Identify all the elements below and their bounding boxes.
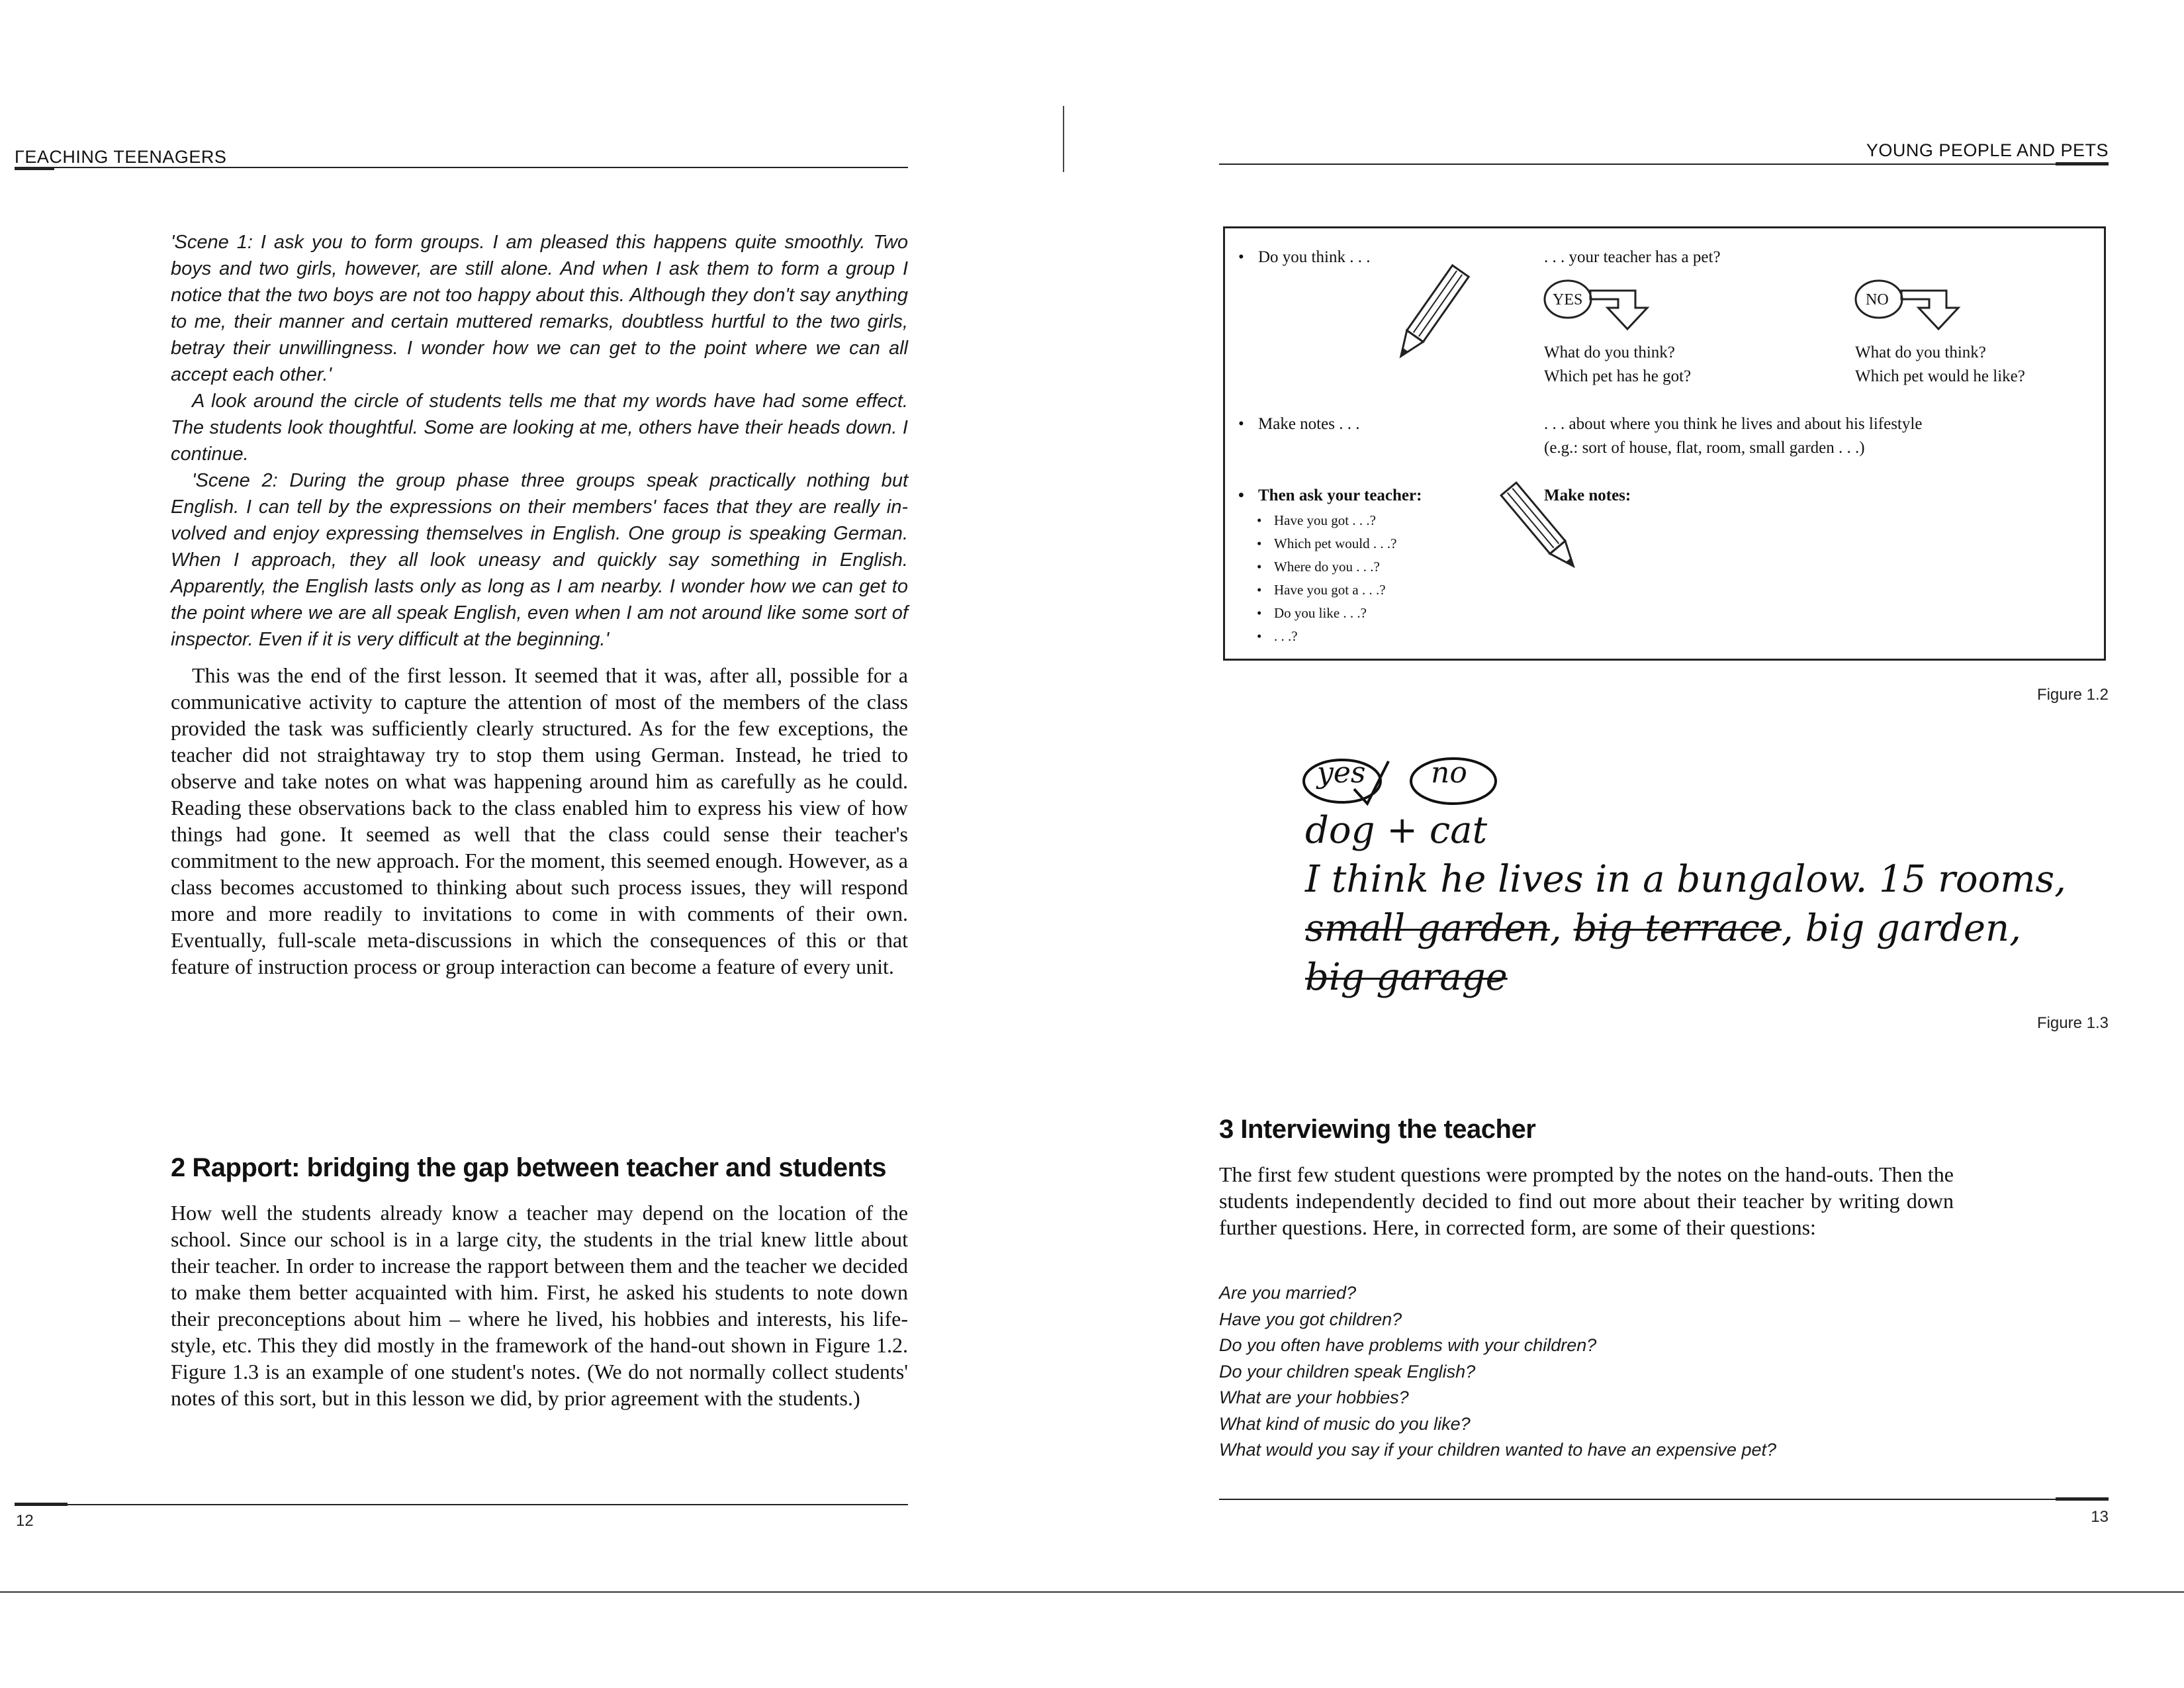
question-item: Have you got children? <box>1219 1309 1402 1329</box>
no-question-1: What do you think? <box>1855 344 1986 361</box>
crossed-out-big-garage: big garage <box>1305 956 1508 999</box>
right-running-head: YOUNG PEOPLE AND PETS <box>1866 140 2109 160</box>
section-2-title: 2 Rapport: bridging the gap between teacher and students <box>171 1153 887 1182</box>
bottom-scan-line <box>0 1591 2184 1593</box>
right-page-number: 13 <box>2091 1508 2109 1526</box>
handout-box <box>1223 226 2106 661</box>
scene-2-paragraph: 'Scene 2: During the group phase three groups speak practically nothing but English. I can tell by the expressions on their members' faces that they are really involved and enjoy expressing themselves in English. One group is speaking German. When I approach, they all look uneasy and quickly say something in English. Apparently, the English lasts only as long as I am nearby. I wonder how we can get to the point where we are all speak English, even when I am not around like some sort of inspector. Even if it is very difficult at the beginning.' <box>171 470 908 650</box>
question-item: Do you often have problems with your children? <box>1219 1335 1597 1355</box>
figure-1-3-caption: Figure 1.3 <box>2036 1014 2109 1032</box>
handwritten-line-1: dog + cat <box>1305 809 1488 852</box>
row1-right-text: . . . your teacher has a pet? <box>1544 248 1721 266</box>
no-label: NO <box>1866 291 1889 308</box>
section-3-title: 3 Interviewing the teacher <box>1219 1115 1536 1144</box>
section-2-body <box>171 1199 908 1411</box>
no-question-2: Which pet would he like? <box>1855 367 2025 385</box>
question-item: Are you married? <box>1219 1283 1357 1303</box>
ask-item: • . . .? <box>1257 625 1396 648</box>
yes-label: YES <box>1553 291 1583 308</box>
figure-1-2-caption: Figure 1.2 <box>2036 686 2109 704</box>
left-running-head: ΓEACHING TEENAGERS <box>15 147 227 167</box>
right-footer-rule <box>1219 1499 2109 1500</box>
yes-question-2: Which pet has he got? <box>1544 367 1692 385</box>
big-garden-text: big garden, <box>1805 907 2021 950</box>
student-questions-list <box>1219 1280 2093 1464</box>
handwritten-line-2: I think he lives in a bungalow. 15 rooms, <box>1305 858 2066 901</box>
scene-interlude-paragraph: A look around the circle of students tells me that my words have had some effect. The students look thoughtful. Some are looking at me, others have their heads down. I continue. <box>171 391 908 465</box>
comma: , <box>1549 907 1562 950</box>
left-footer-rule <box>15 1504 908 1505</box>
crossed-out-small-garden: small garden <box>1305 907 1550 950</box>
handwritten-line-4 <box>1305 956 1508 999</box>
row2-left-text: • Make notes . . . <box>1238 412 1359 436</box>
gutter-line <box>1063 106 1064 172</box>
row3-left-text: • Then ask your teacher: <box>1238 484 1422 508</box>
scene-narrative <box>171 229 908 653</box>
yes-question-1: What do you think? <box>1544 344 1675 361</box>
lesson-summary <box>171 662 908 980</box>
right-header-rule-thick <box>2056 162 2109 165</box>
row3-right-text: Make notes: <box>1544 487 1631 504</box>
left-footer-rule-thick <box>15 1503 68 1506</box>
question-item: What kind of music do you like? <box>1219 1413 1471 1434</box>
crossed-out-big-terrace: big terrace <box>1573 907 1782 950</box>
pencil-icon <box>1387 258 1473 371</box>
row2-right-text-1: . . . about where you think he lives and about his lifestyle <box>1544 415 1923 433</box>
section-3-body <box>1219 1161 1954 1241</box>
right-header-rule <box>1219 164 2109 165</box>
right-footer-rule-thick <box>2056 1497 2109 1501</box>
ask-teacher-list <box>1257 509 1396 648</box>
left-header-rule <box>15 167 908 168</box>
handwritten-yes: yes <box>1317 756 1366 790</box>
comma: , <box>1782 907 1794 950</box>
question-item: What would you say if your children wanted to have an expensive pet? <box>1219 1440 1776 1460</box>
ask-item: • Do you like . . .? <box>1257 602 1396 625</box>
handwritten-no: no <box>1431 756 1467 790</box>
ask-item: • Have you got a . . .? <box>1257 579 1396 602</box>
section-3-paragraph: The first few student questions were prompted by the notes on the hand-outs. Then the students independently decided to find out more about their teacher by writing down further questions. Here, in corrected form, are some of their questions: <box>1219 1162 1954 1239</box>
question-item: What are your hobbies? <box>1219 1387 1409 1407</box>
row2-right-text-2: (e.g.: sort of house, flat, room, small garden . . .) <box>1544 439 1865 457</box>
section-2-paragraph: How well the students already know a teacher may depend on the location of the school. Since our school is in a large city, the students in the trial knew little about their teacher. In order to increase the rapport between them and the teacher we decided to make them better acquainted with him. First, he asked his students to note down their preconceptions about him – where he lived, his hobbies and interests, his life-style, etc. This they did mostly in the framework of the hand-out shown in Figure 1.2. Figure 1.3 is an example of one student's notes. (We do not normally collect students' notes of this sort, but in this lesson we did, by prior agreement with the students.) <box>171 1201 908 1410</box>
left-header-rule-thick <box>15 167 54 170</box>
handwritten-line-3 <box>1305 907 2021 950</box>
ask-item: • Have you got . . .? <box>1257 509 1396 532</box>
lesson-summary-paragraph: This was the end of the first lesson. It seemed that it was, after all, possible for a communicative activity to capture the attention of most of the members of the class provided the task was sufficiently clearly structured. As for the few exceptions, the teacher did not straightaway try to stop them using German. Instead, he tried to observe and take notes on what was happening around him as carefully as he could. Reading these observations back to the class enabled him to express his view of how things had gone. It seemed as well that the class could sense their teacher's commitment to the new approach. For the moment, this seemed enough. However, as a class becomes accustomed to thinking about such process issues, they will respond more and more readily to invitations to come in with comments of their own. Eventually, full-scale meta-discussions in which the consequences of this or that feature of instruction process or group interaction can become a feature of every unit. <box>171 663 908 978</box>
scene-1-paragraph: 'Scene 1: I ask you to form groups. I am pleased this happens quite smoothly. Two boys and two girls, however, are still alone. And when I ask them to form a group I notice that the two boys are not too happy about this. Although they don't say anything to me, their manner and certain muttered remarks, doubtless hurtful to the two girls, betray their unwillingness. I wonder how we can get to the point where we can all accept each other.' <box>171 232 908 385</box>
ask-item: • Where do you . . .? <box>1257 555 1396 579</box>
row1-left-text: • Do you think . . . <box>1238 246 1370 269</box>
ask-item: • Which pet would . . .? <box>1257 532 1396 555</box>
left-page-number: 12 <box>16 1512 34 1530</box>
question-item: Do your children speak English? <box>1219 1361 1476 1382</box>
